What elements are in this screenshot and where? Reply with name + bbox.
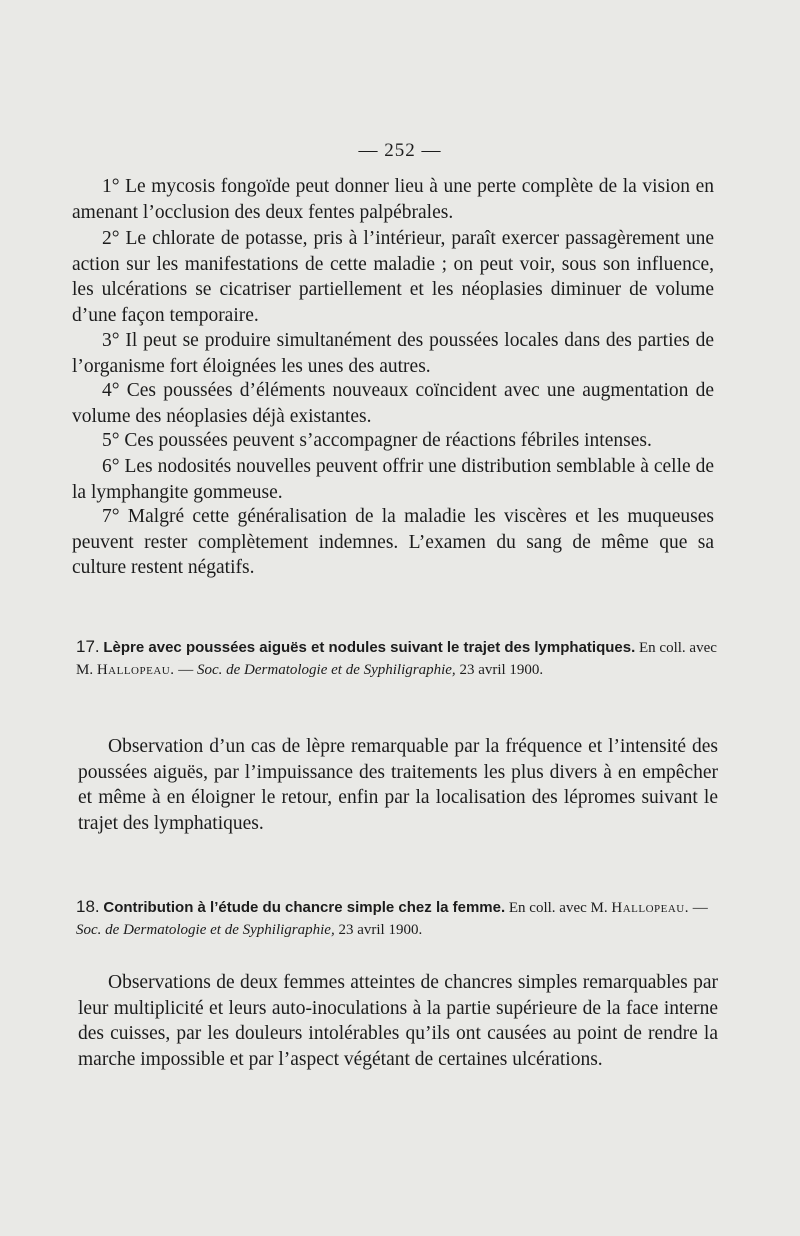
entry-journal: Soc. de Dermatologie et de Syphiligraphie, (196, 662, 456, 678)
bibliography-entry-17 (76, 636, 724, 681)
entry-date: 23 avril 1900. (338, 922, 423, 938)
finding-5: 5° Ces poussées peuvent s’accompagner de réactions fébriles intenses. (102, 430, 652, 451)
entry-coll-prefix: En coll. avec M. (76, 640, 717, 678)
finding-4: 4° Ces poussées d’éléments nouveaux coïncident avec une augmentation de volume des néoplasies déjà existantes. (72, 380, 714, 427)
page-number: — 252 — (358, 140, 442, 161)
finding-3: 3° Il peut se produire simultanément des poussées locales dans des parties de l’organisme fort éloignées les unes des autres. (72, 330, 714, 377)
entry-number: 17. (76, 637, 100, 656)
entry-journal: Soc. de Dermatologie et de Syphiligraphie, (76, 922, 335, 938)
entry-17-summary: Observation d’un cas de lèpre remarquable par la fréquence et l’intensité des poussées aiguës, par l’impuissance des traitements les plus divers à en empêcher et même à en éloigner le retour, enfin par la localisation des lépromes suivant le trajet des lymphatiques. (78, 736, 718, 834)
entry-title: Lèpre avec poussées aiguës et nodules suivant le trajet des lymphatiques. (103, 639, 636, 656)
entry-number: 18. (76, 897, 100, 916)
entry-18-summary: Observations de deux femmes atteintes de chancres simples remarquables par leur multiplicité et leurs auto-inoculations à la partie supérieure de la face interne des cuisses, par les douleurs intolérables qu’ils ont causées au point de rendre la marche impossible et par l’aspect végétant de certaines ulcérations. (78, 972, 718, 1070)
finding-1: 1° Le mycosis fongoïde peut donner lieu à une perte complète de la vision en amenant l’occlusion des deux fentes palpébrales. (72, 176, 714, 223)
entry-coll-prefix: En coll. avec M. (508, 900, 608, 916)
entry-dash: — (692, 900, 708, 916)
finding-6: 6° Les nodosités nouvelles peuvent offrir une distribution semblable à celle de la lymphangite gommeuse. (72, 456, 714, 503)
bibliography-entry-18 (76, 896, 724, 941)
finding-2: 2° Le chlorate de potasse, pris à l’intérieur, paraît exercer passagèrement une action sur les manifestations de cette maladie ; on peut voir, sous son influence, les ulcérations se cicatriser partiellement et les néoplasies diminuer de volume d’une façon temporaire. (72, 228, 714, 326)
entry-dash: — (178, 662, 194, 678)
finding-7: 7° Malgré cette généralisation de la maladie les viscères et les muqueuses peuvent rester complètement indemnes. L’examen du sang de même que sa culture restent négatifs. (72, 506, 714, 579)
entry-date: 23 avril 1900. (459, 662, 544, 678)
entry-coauthor: Hallopeau. (611, 900, 689, 916)
entry-coauthor: Hallopeau. (96, 662, 175, 678)
entry-title: Contribution à l’étude du chancre simple chez la femme. (103, 899, 506, 916)
